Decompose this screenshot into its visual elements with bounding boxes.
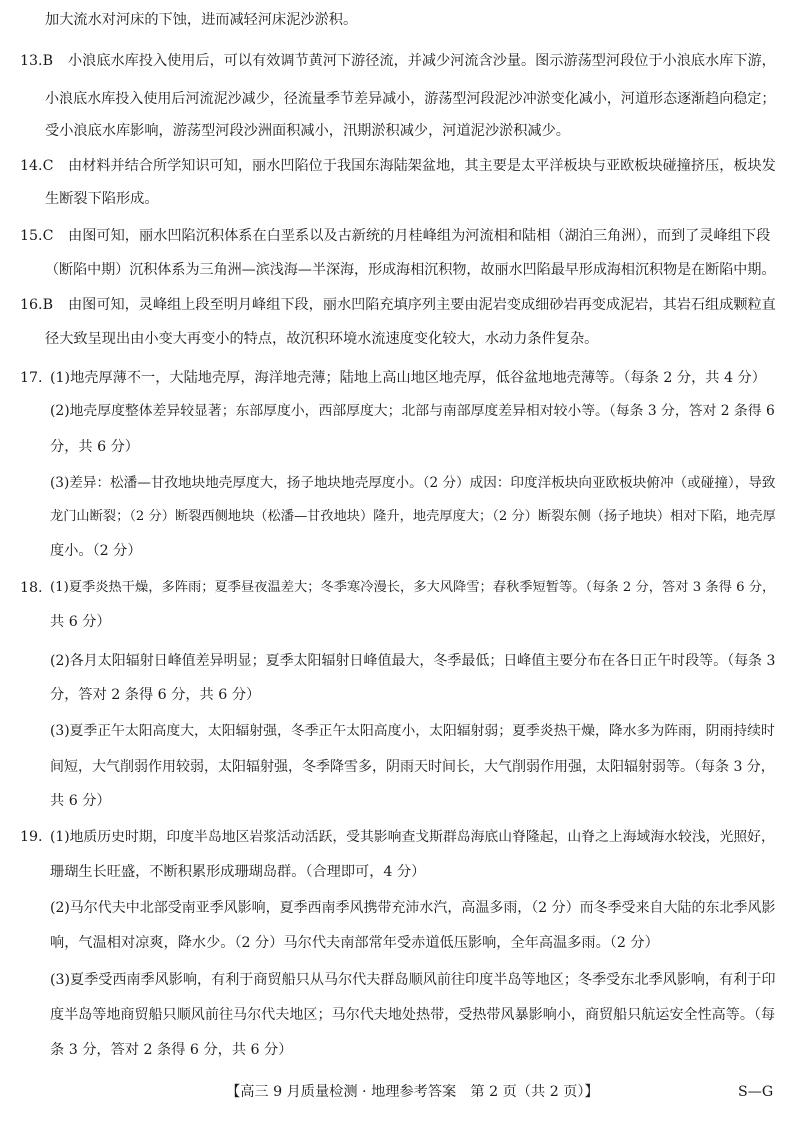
text-line: 共 6 分）	[50, 793, 111, 809]
question-number: 17.	[20, 370, 43, 386]
text-line: 共 6 分）	[50, 614, 111, 630]
text-line: 小浪底水库投入使用后河流泥沙减少，径流量季节差异减小，游荡型河段泥沙冲淤变化减小，河道形态逐渐趋向稳定；	[45, 91, 776, 107]
text-line: 由材料并结合所学知识可知，丽水凹陷位于我国东海陆架盆地，其主要是太平洋板块与亚欧板块碰撞挤压，板块发	[68, 158, 776, 174]
text-line: (1)地壳厚薄不一，大陆地壳厚，海洋地壳薄；陆地上高山地区地壳厚，低谷盆地地壳薄等。（每条 2 分，共 4 分）	[50, 370, 766, 386]
text-line: 响，气温相对凉爽，降水少。（2 分）马尔代夫南部常年受赤道低压影响，全年高温多雨。（2 分）	[50, 935, 659, 951]
text-line: 珊瑚生长旺盛，不断积累形成珊瑚岛群。（合理即可，4 分）	[50, 864, 426, 880]
text-line: (2)各月太阳辐射日峰值差异明显；夏季太阳辐射日峰值最大，冬季最低；日峰值主要分布在各日正午时段等。（每条 3	[50, 653, 776, 669]
text-line: 由图可知，灵峰组上段至明月峰组下段，丽水凹陷充填序列主要由泥岩变成细砂岩再变成泥岩，其岩石组成颗粒直	[68, 297, 776, 313]
text-line: 分，共 6 分）	[50, 439, 139, 455]
text-line: (2)马尔代夫中北部受南亚季风影响，夏季西南季风携带充沛水汽，高温多雨，（2 分）而冬季受来自大陆的东北季风影	[50, 900, 776, 916]
text-line: 受小浪底水库影响，游荡型河段沙洲面积减小，汛期淤积减少，河道泥沙淤积减少。	[45, 123, 570, 139]
text-line: 龙门山断裂；（2 分）断裂西侧地块（松潘—甘孜地块）隆升，地壳厚度大；（2 分）断裂东侧（扬子地块）相对下陷，地壳厚	[50, 509, 776, 524]
text-line: 间短，大气削弱作用较弱，太阳辐射强，冬季降雪多，阴雨天时间长，大气削弱作用强，太阳辐射弱等。（每条 3 分，	[50, 759, 775, 775]
question-number: 14.C	[20, 158, 54, 174]
text-line: (3)夏季受西南季风影响，有利于商贸船只从马尔代夫群岛顺风前往印度半岛等地区；冬季受东北季风影响，有利于印	[50, 972, 776, 988]
text-line: 加大流水对河床的下蚀，进而减轻河床泥沙淤积。	[45, 12, 358, 28]
text-line: 径大致呈现出由小变大再变小的特点，故沉积环境水流速度变化较大，水动力条件复杂。	[45, 331, 599, 347]
text-line: （断陷中期）沉积体系为三角洲—滨浅海—半深海，形成海相沉积物，故丽水凹陷最早形成海相沉积物是在断陷中期。	[45, 262, 776, 278]
text-line: 由图可知，丽水凹陷沉积体系在白垩系以及古新统的月桂峰组为河流相和陆相（湖泊三角洲），而到了灵峰组下段	[68, 228, 771, 244]
text-line: (2)地壳厚度整体差异较显著；东部厚度小，西部厚度大；北部与南部厚度差异相对较小等。（每条 3 分，答对 2 条得 6	[50, 403, 775, 419]
question-number: 19.	[20, 829, 43, 845]
question-number: 18.	[20, 580, 43, 596]
question-number: 13.B	[20, 53, 53, 69]
text-line: (1)夏季炎热干燥，多阵雨；夏季昼夜温差大；冬季寒冷漫长，多大风降雪；春秋季短暂等。（每条 2 分，答对 3 条得 6 分，	[50, 580, 776, 595]
text-line: 度小。（2 分）	[50, 543, 142, 559]
text-line: 分，答对 2 条得 6 分，共 6 分）	[50, 687, 261, 703]
text-line: 生断裂下陷形成。	[45, 191, 159, 207]
question-number: 16.B	[20, 297, 53, 313]
page-footer-code: S—G	[738, 1084, 774, 1100]
text-line: (1)地质历史时期，印度半岛地区岩浆活动活跃，受其影响查戈斯群岛海底山脊隆起，山脊之上海域海水较浅，光照好，	[50, 829, 775, 845]
text-line: (3)差异：松潘—甘孜地块地壳厚度大，扬子地块地壳厚度小。（2 分）成因：印度洋板块向亚欧板块俯冲（或碰撞），导致	[50, 475, 776, 491]
text-line: 条 3 分，答对 2 条得 6 分，共 6 分）	[50, 1042, 293, 1058]
page-footer-title: 【高三 9 月质量检测 · 地理参考答案 第 2 页（共 2 页）】	[226, 1084, 599, 1100]
question-number: 15.C	[20, 228, 54, 244]
text-line: (3)夏季正午太阳高度大，太阳辐射强，冬季正午太阳高度小，太阳辐射弱；夏季炎热干燥，降水多为阵雨，阴雨持续时	[50, 723, 775, 739]
text-line: 度半岛等地商贸船只顺风前往马尔代夫地区；马尔代夫地处热带，受热带风暴影响小，商贸船只航运安全性高等。（每	[50, 1007, 776, 1023]
text-line: 小浪底水库投入使用后，可以有效调节黄河下游径流，并减少河流含沙量。图示游荡型河段位于小浪底水库下游，	[68, 53, 776, 69]
